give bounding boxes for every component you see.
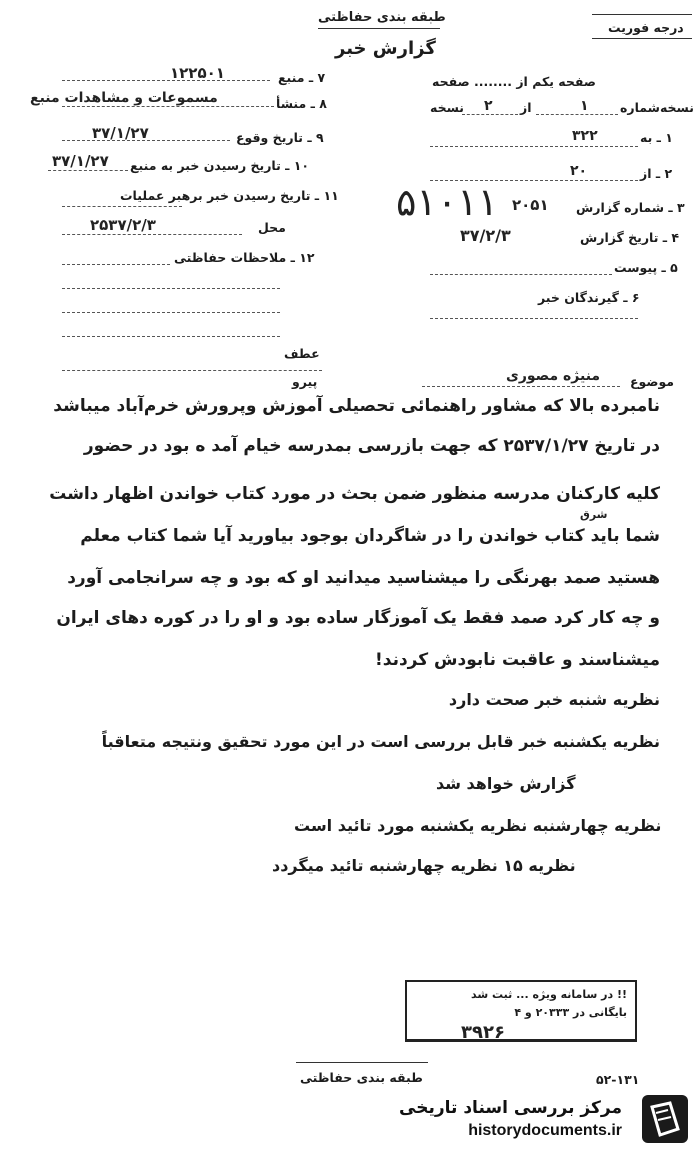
f8-label: ۸ ـ منشأ (276, 96, 327, 111)
f10-line (48, 170, 128, 171)
f11-line-a (62, 206, 182, 207)
f11-line-b (62, 234, 242, 235)
registration-stamp (405, 980, 637, 1042)
r6-label: ۶ ـ گیرندگان خبر (538, 290, 640, 305)
f9-label: ۹ ـ تاریخ وقوع (236, 130, 324, 145)
classification-top: طبقه بندی حفاظتی (318, 10, 446, 25)
stamp-line-1: !! در سامانه ویژه ... ثبت شد (471, 988, 627, 1001)
r1-label: ۱ ـ به (640, 130, 673, 145)
f8-line (62, 106, 274, 107)
ref-peyro-label: پیرو (292, 374, 318, 389)
footer-org-name: مرکز بررسی اسناد تاریخی (399, 1098, 622, 1118)
priority-label: درجه فوریت (608, 20, 684, 35)
r4-label: ۴ ـ تاریخ گزارش (580, 230, 680, 245)
f9-value: ۳۷/۱/۲۷ (92, 124, 149, 142)
f7-label: ۷ ـ منبع (278, 70, 326, 85)
history-documents-logo-icon (640, 1093, 690, 1145)
f7-value: ۱۲۲۵۰۱ (170, 64, 225, 82)
classification-bottom-rule (296, 1062, 428, 1063)
blank-line-1 (62, 288, 280, 289)
copy-value-b: ۲ (484, 98, 493, 114)
body-line-4: شما باید کتاب خواندن را در شاگردان بوجود بیاورید آیا شما کتاب معلم (80, 526, 660, 546)
f10-value: ۳۷/۱/۲۷ (52, 152, 109, 170)
f11-label: ۱۱ ـ تاریخ رسیدن خبر برهبر عملیات (120, 188, 339, 203)
classification-bottom: طبقه بندی حفاظتی (300, 1070, 423, 1085)
r5-label: ۵ ـ پیوست (614, 260, 678, 275)
f11-value: ۲۵۳۷/۲/۳ (90, 216, 156, 234)
body-line-2: در تاریخ ۲۵۳۷/۱/۲۷ که جهت بازرسی بمدرسه خیام آمد ه بود در حضور (83, 436, 660, 456)
body-line-7: میشناسند و عاقبت نابودش کردند! (375, 650, 660, 670)
r2-value: ۲۰ (570, 163, 588, 179)
subject-label: موضوع (630, 374, 675, 389)
copy-line-a (536, 114, 618, 115)
f12-line (62, 264, 170, 265)
body-line-5: هستید صمد بهرنگی را میشناسید میدانید او که بود و چه سرانجامی آورد (67, 568, 660, 588)
page-count-line: صفحه یکم از ........ صفحه (432, 74, 596, 89)
subject-value: منیژه مصوری (506, 368, 601, 384)
r6-line (430, 318, 638, 319)
r3-label: ۳ ـ شماره گزارش (576, 200, 685, 215)
opinion-fifteen: نظریه ۱۵ نظریه چهارشنبه تائید میگردد (272, 856, 576, 875)
form-number: ۵۲-۱۳۱ (596, 1072, 640, 1087)
ataf-line (62, 370, 322, 371)
stamp-line-2: بایگانی در ۲۰۳۳۳ و ۴ (514, 1006, 627, 1019)
r3-value: ۲۰۵۱ (512, 196, 549, 214)
body-line-3: کلیه کارکنان مدرسه منظور ضمن بحث در مورد کتاب خواندن اظهار داشت (49, 484, 660, 504)
subject-line (422, 386, 620, 387)
r4-value: ۳۷/۲/۳ (460, 226, 511, 245)
r5-line (430, 274, 612, 275)
footer-site[interactable]: historydocuments.ir (468, 1122, 622, 1139)
ref-ataf-label: عطف (284, 346, 320, 361)
blank-line-2 (62, 312, 280, 313)
opinion-wednesday: نظریه چهارشنبه نظریه یکشنبه مورد تائید است (294, 816, 662, 835)
f7-line (62, 80, 270, 81)
body-insert-word: شرق (580, 508, 608, 521)
r1-line (430, 146, 638, 147)
body-line-1: نامبرده بالا که مشاور راهنمائی تحصیلی آموزش وپرورش خرم‌آباد میباشد (53, 396, 660, 416)
stamp-line-3: ۳۹۲۶ (461, 1022, 505, 1043)
f8-value: مسموعات و مشاهدات منبع (30, 90, 218, 106)
body-line-6: و چه کار کرد صمد فقط یک آموزگار ساده بود و او را در کوره دهای ایران (56, 608, 660, 628)
form-title: گزارش خبر (335, 38, 436, 59)
opinion-sunday: نظریه یکشنبه خبر قابل بررسی است در این مورد تحقیق ونتیجه متعاقباً (101, 732, 660, 751)
copy-line-mid: از (520, 100, 532, 115)
r1-value: ۳۲۲ (572, 128, 598, 144)
f11-sub-label: محل (258, 220, 286, 235)
copy-line-label: نسخه‌شماره (620, 100, 694, 115)
copy-line-b (462, 114, 518, 115)
copy-value-a: ۱ (580, 98, 589, 114)
opinion-saturday: نظریه شنبه خبر صحت دارد (448, 690, 660, 709)
priority-bottom-rule (592, 38, 692, 39)
blank-line-3 (62, 336, 280, 337)
r2-label: ۲ ـ از (640, 166, 673, 181)
f10-label: ۱۰ ـ تاریخ رسیدن خبر به منبع (130, 158, 310, 173)
f12-label: ۱۲ ـ ملاحظات حفاظتی (174, 250, 315, 265)
opinion-sunday-cont: گزارش خواهد شد (436, 774, 576, 793)
priority-top-rule (592, 14, 692, 15)
handwritten-ref-number: ۵۱۰۱۱ (396, 180, 499, 224)
classification-underline (318, 28, 440, 29)
copy-line-end: نسخه (430, 100, 465, 115)
